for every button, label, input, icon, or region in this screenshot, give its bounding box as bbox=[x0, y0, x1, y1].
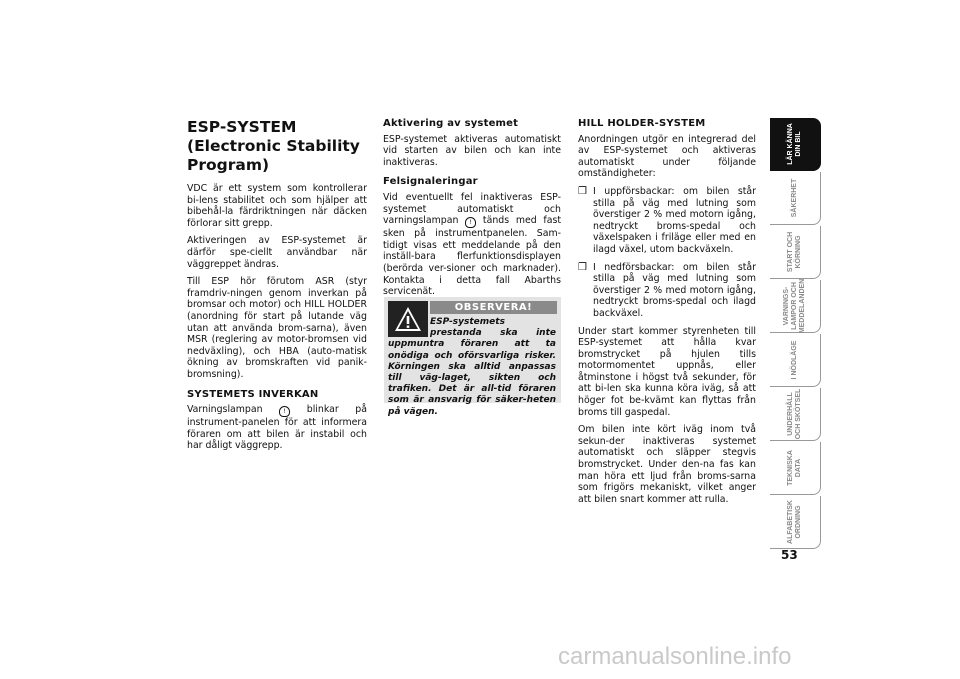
warning-note bbox=[384, 297, 561, 417]
note-label: OBSERVERA! bbox=[430, 301, 557, 314]
checkbox-bullet-icon: ❒ bbox=[578, 261, 587, 273]
tab-label: I NÖDLÄGE bbox=[791, 340, 798, 380]
paragraph: ESP-systemet aktiveras automatiskt vid starten av bilen och kan inte inaktiveras. bbox=[383, 133, 561, 168]
paragraph bbox=[383, 192, 561, 298]
tab-start-och-korning[interactable] bbox=[770, 226, 821, 279]
tab-label: ALFABETISK ORDNING bbox=[787, 500, 802, 544]
heading-systemets-inverkan: SYSTEMETS INVERKAN bbox=[187, 388, 319, 400]
column-left bbox=[187, 118, 367, 458]
tab-underhall[interactable] bbox=[770, 388, 821, 441]
paragraph: Under start kommer styrenheten till ESP-systemet att hålla kvar bromstrycket på hjulen tills motormomentet uppnås, eller åtminstone i högst två sekunder, för att bi-len ska kunna köra iväg, så att höger fot be-kvämt kan flyttas från broms till gaspedal. bbox=[578, 325, 756, 418]
tab-tekniska-data[interactable] bbox=[770, 442, 821, 495]
tab-label: UNDERHÅLL OCH SKÖTSEL bbox=[787, 388, 802, 440]
bullet-text: I uppförsbackar: om bilen står stilla på väg med lutning som överstiger 2 % med motorn igång, nedtryckt broms-spedal och växelspaken i friläge eller med en ilagd växel, utom backväxeln. bbox=[593, 185, 756, 255]
paragraph: VDC är ett system som kontrollerar bi-lens stabilitet och som hjälper att bibehål-la färdriktningen när däcken förlorar sitt grepp. bbox=[187, 183, 367, 229]
heading-hill-holder: HILL HOLDER-SYSTEM bbox=[578, 118, 706, 129]
watermark: carmanualsonline.info bbox=[558, 643, 792, 670]
text-run: tänds med fast sken på instrumentpanelen. Sam-tidigt visas ett meddelande på den inställ-bara flerfunktionsdisplayen (berörda ver-sioner och marknader). Kontakta i detta fall Abarths servicenät. bbox=[383, 215, 562, 298]
heading-felsignaleringar: Felsignaleringar bbox=[383, 176, 478, 188]
paragraph: Till ESP hör förutom ASR (styr framdriv-ningen genom inverkan på bromsar och motor) och HILL HOLDER (anordning för start på lutande väg utan att använda brom-sarna), även MSR (reglering av motor-bromsen vid nedväxling), och HBA (auto-matisk ökning av bromskraften vid panik-bromsning). bbox=[187, 276, 367, 380]
tab-label: START OCH KÖRNING bbox=[787, 231, 802, 273]
paragraph: Aktiveringen av ESP-systemet är därför spe-ciellt användbar när väggreppet ändras. bbox=[187, 235, 367, 270]
tab-label: VARNINGS- LAMPOR OCH MEDDELANDEN bbox=[783, 278, 806, 334]
text-run: Vid eventuellt fel inaktiveras ESP-systemet automatiskt och varningslampan bbox=[383, 191, 561, 227]
paragraph: Om bilen inte kört iväg inom två sekun-der inaktiveras systemet automatiskt och släpper stegvis bromstrycket. Under den-na fas kan man höra ett ljud från broms-sarna som frigörs mekaniskt, vilket anger att bilen snart kommer att rulla. bbox=[578, 424, 756, 505]
tab-sakerhet[interactable] bbox=[770, 172, 821, 225]
checkbox-bullet-icon: ❒ bbox=[578, 185, 587, 197]
esp-warning-lamp-icon: ! bbox=[465, 217, 476, 228]
esp-warning-lamp-icon: ! bbox=[279, 406, 290, 417]
text-run: blinkar på instrument-panelen för att informera föraren om att bilen är instabil och har dåligt väggrepp. bbox=[187, 404, 367, 452]
tab-varningslampor[interactable] bbox=[770, 280, 821, 333]
bullet-text: I nedförsbackar: om bilen står stilla på väg med lutning som överstiger 2 % med motorn igång, nedtryckt broms-spedal och ilagd backväxel. bbox=[593, 261, 756, 319]
bullet-item bbox=[578, 186, 756, 256]
chapter-tabs bbox=[770, 118, 821, 550]
page-number: 53 bbox=[781, 548, 798, 562]
tab-label: LÄR KÄNNA DIN BIL bbox=[787, 123, 802, 165]
paragraph: Anordningen utgör en integrerad del av ESP-systemet och aktiveras automatiskt under följande omständigheter: bbox=[578, 133, 756, 180]
paragraph bbox=[187, 404, 367, 452]
column-middle bbox=[383, 118, 561, 304]
note-text-run: ESP-systemets prestanda ska inte uppmuntra föraren att ta onödiga och oförsvarliga risker. Körningen ska alltid anpassas till väg-laget, sikten och trafiken. Det är all-tid föraren som är ansvarig för säker-heten på vägen. bbox=[388, 317, 556, 417]
tab-label: SÄKERHET bbox=[791, 178, 798, 218]
tab-i-nodlage[interactable] bbox=[770, 334, 821, 387]
tab-label: TEKNISKA DATA bbox=[787, 450, 802, 486]
bullet-item bbox=[578, 262, 756, 320]
heading-aktivering: Aktivering av systemet bbox=[383, 118, 519, 129]
section-title: ESP-SYSTEM (Electronic Stability Program) bbox=[187, 118, 360, 174]
tab-lar-kanna-din-bil[interactable] bbox=[770, 118, 821, 171]
column-right bbox=[578, 118, 756, 511]
tab-alfabetisk-ordning[interactable] bbox=[770, 496, 821, 549]
note-text bbox=[388, 317, 556, 418]
text-run: Varningslampan bbox=[187, 404, 263, 416]
